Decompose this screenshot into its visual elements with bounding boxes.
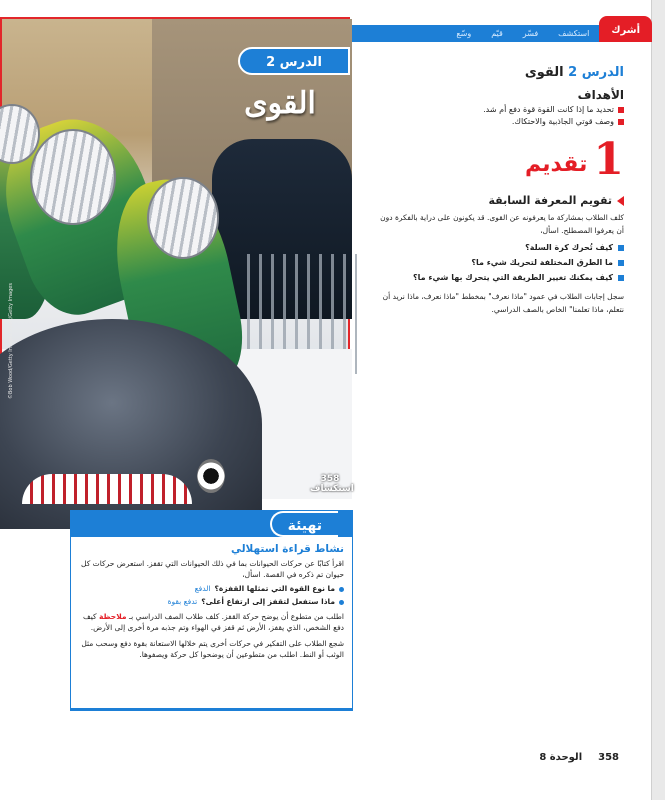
step-title: تقديم [525, 151, 588, 177]
unit-label: الوحدة 8 [539, 752, 583, 763]
warmup-box [70, 510, 353, 711]
step-number: 1 [593, 134, 624, 185]
volunteer-paragraph: اطلب من متطوع أن يوضح حركة القفز. كلف طلاب الصف الدراسي بـ ملاحظة كيف دفع الشخص، الذي يقفز، الأرض ثم قفز في الهواء وتم جذبه مرة أخرى إلى الأرض. [82, 612, 344, 632]
teacher-notes-column [380, 65, 624, 316]
intro-heading [380, 136, 624, 184]
question-item: ما الطرق المختلفة لتحريك شيء ما؟ [380, 258, 624, 267]
encourage-paragraph: شجع الطلاب على التفكير في حركات أخرى يتم خلالها الاستعانة بقوة دفع وسحب مثل الوثب أو النط. اطلب من متطوعين أن يوضحوا كل حركة ويصفوها. [81, 639, 344, 659]
goal-item: وصف قوتي الجاذبية والاحتكاك. [380, 117, 624, 126]
warmup-title: تهيئة [270, 511, 338, 537]
prior-paragraph: كلف الطلاب بمشاركة ما يعرفونه عن القوى. قد يكونون على دراية بالفكرة دون أن يعرفوا المصطلح. اسأل، [380, 213, 624, 235]
triangle-marker-icon [617, 196, 624, 206]
tab-explore[interactable]: استكشف [558, 29, 590, 38]
page-footer [539, 752, 619, 763]
question-item: كيف تُحرك كرة السلة؟ [380, 243, 624, 252]
answer: الدفع [194, 584, 211, 593]
prior-knowledge-heading: تقويم المعرفة السابقة [380, 194, 624, 207]
photo-credit: ©Bob Wood/Getty Images Sport/Getty Images [8, 283, 14, 399]
warmup-question: ماذا ستفعل لتقفز إلى ارتفاع أعلى؟تدفع بقوة [79, 597, 344, 606]
lesson-heading: الدرس 2 القوى [524, 65, 624, 80]
tab-evaluate[interactable]: قيّم [491, 29, 503, 38]
bullet-icon [618, 107, 624, 113]
warmup-question: ما نوع القوة التي تمثلها القفزة؟الدفع [79, 584, 344, 593]
activity-heading: نشاط قراءة استهلالي [230, 543, 344, 555]
lesson-pill: الدرس 2 [238, 47, 350, 75]
bullet-icon [618, 119, 624, 125]
tab-explain[interactable]: فسّر [522, 29, 539, 38]
tab-engage[interactable]: أشرك [599, 16, 652, 42]
question-item: كيف يمكنك تغيير الطريقة التي يتحرك بها شيء ما؟ [380, 273, 624, 282]
bullet-icon [339, 600, 344, 605]
bullet-icon [618, 245, 624, 251]
activity-paragraph: اقرأ كتابًا عن حركات الحيوانات بما في ذلك الحيوانات التي تقفز. استعرض حركات كل حيوان تم ذكره في القصة. اسأل، [81, 559, 344, 579]
bullet-icon [618, 260, 624, 266]
photo-title: القوى [244, 86, 316, 121]
bullet-icon [339, 587, 344, 592]
goal-item: تحديد ما إذا كانت القوة قوة دفع أم شد. [380, 105, 624, 114]
answer: تدفع بقوة [167, 597, 198, 606]
page-number: 358 [598, 752, 619, 763]
stage-tab-bar [350, 25, 652, 42]
bullet-icon [618, 275, 624, 281]
goals-heading: الأهداف [577, 88, 624, 102]
closing-paragraph: سجل إجابات الطلاب في عمود "ماذا نعرف" بمخطط "ماذا نعرف، ماذا نريد أن نتعلم، ماذا تعلمنا" الخاص بالصف الدراسي. [382, 292, 624, 314]
tab-extend[interactable]: وسّع [456, 29, 472, 38]
photo-page-number: 358 استكشاف [310, 474, 354, 494]
